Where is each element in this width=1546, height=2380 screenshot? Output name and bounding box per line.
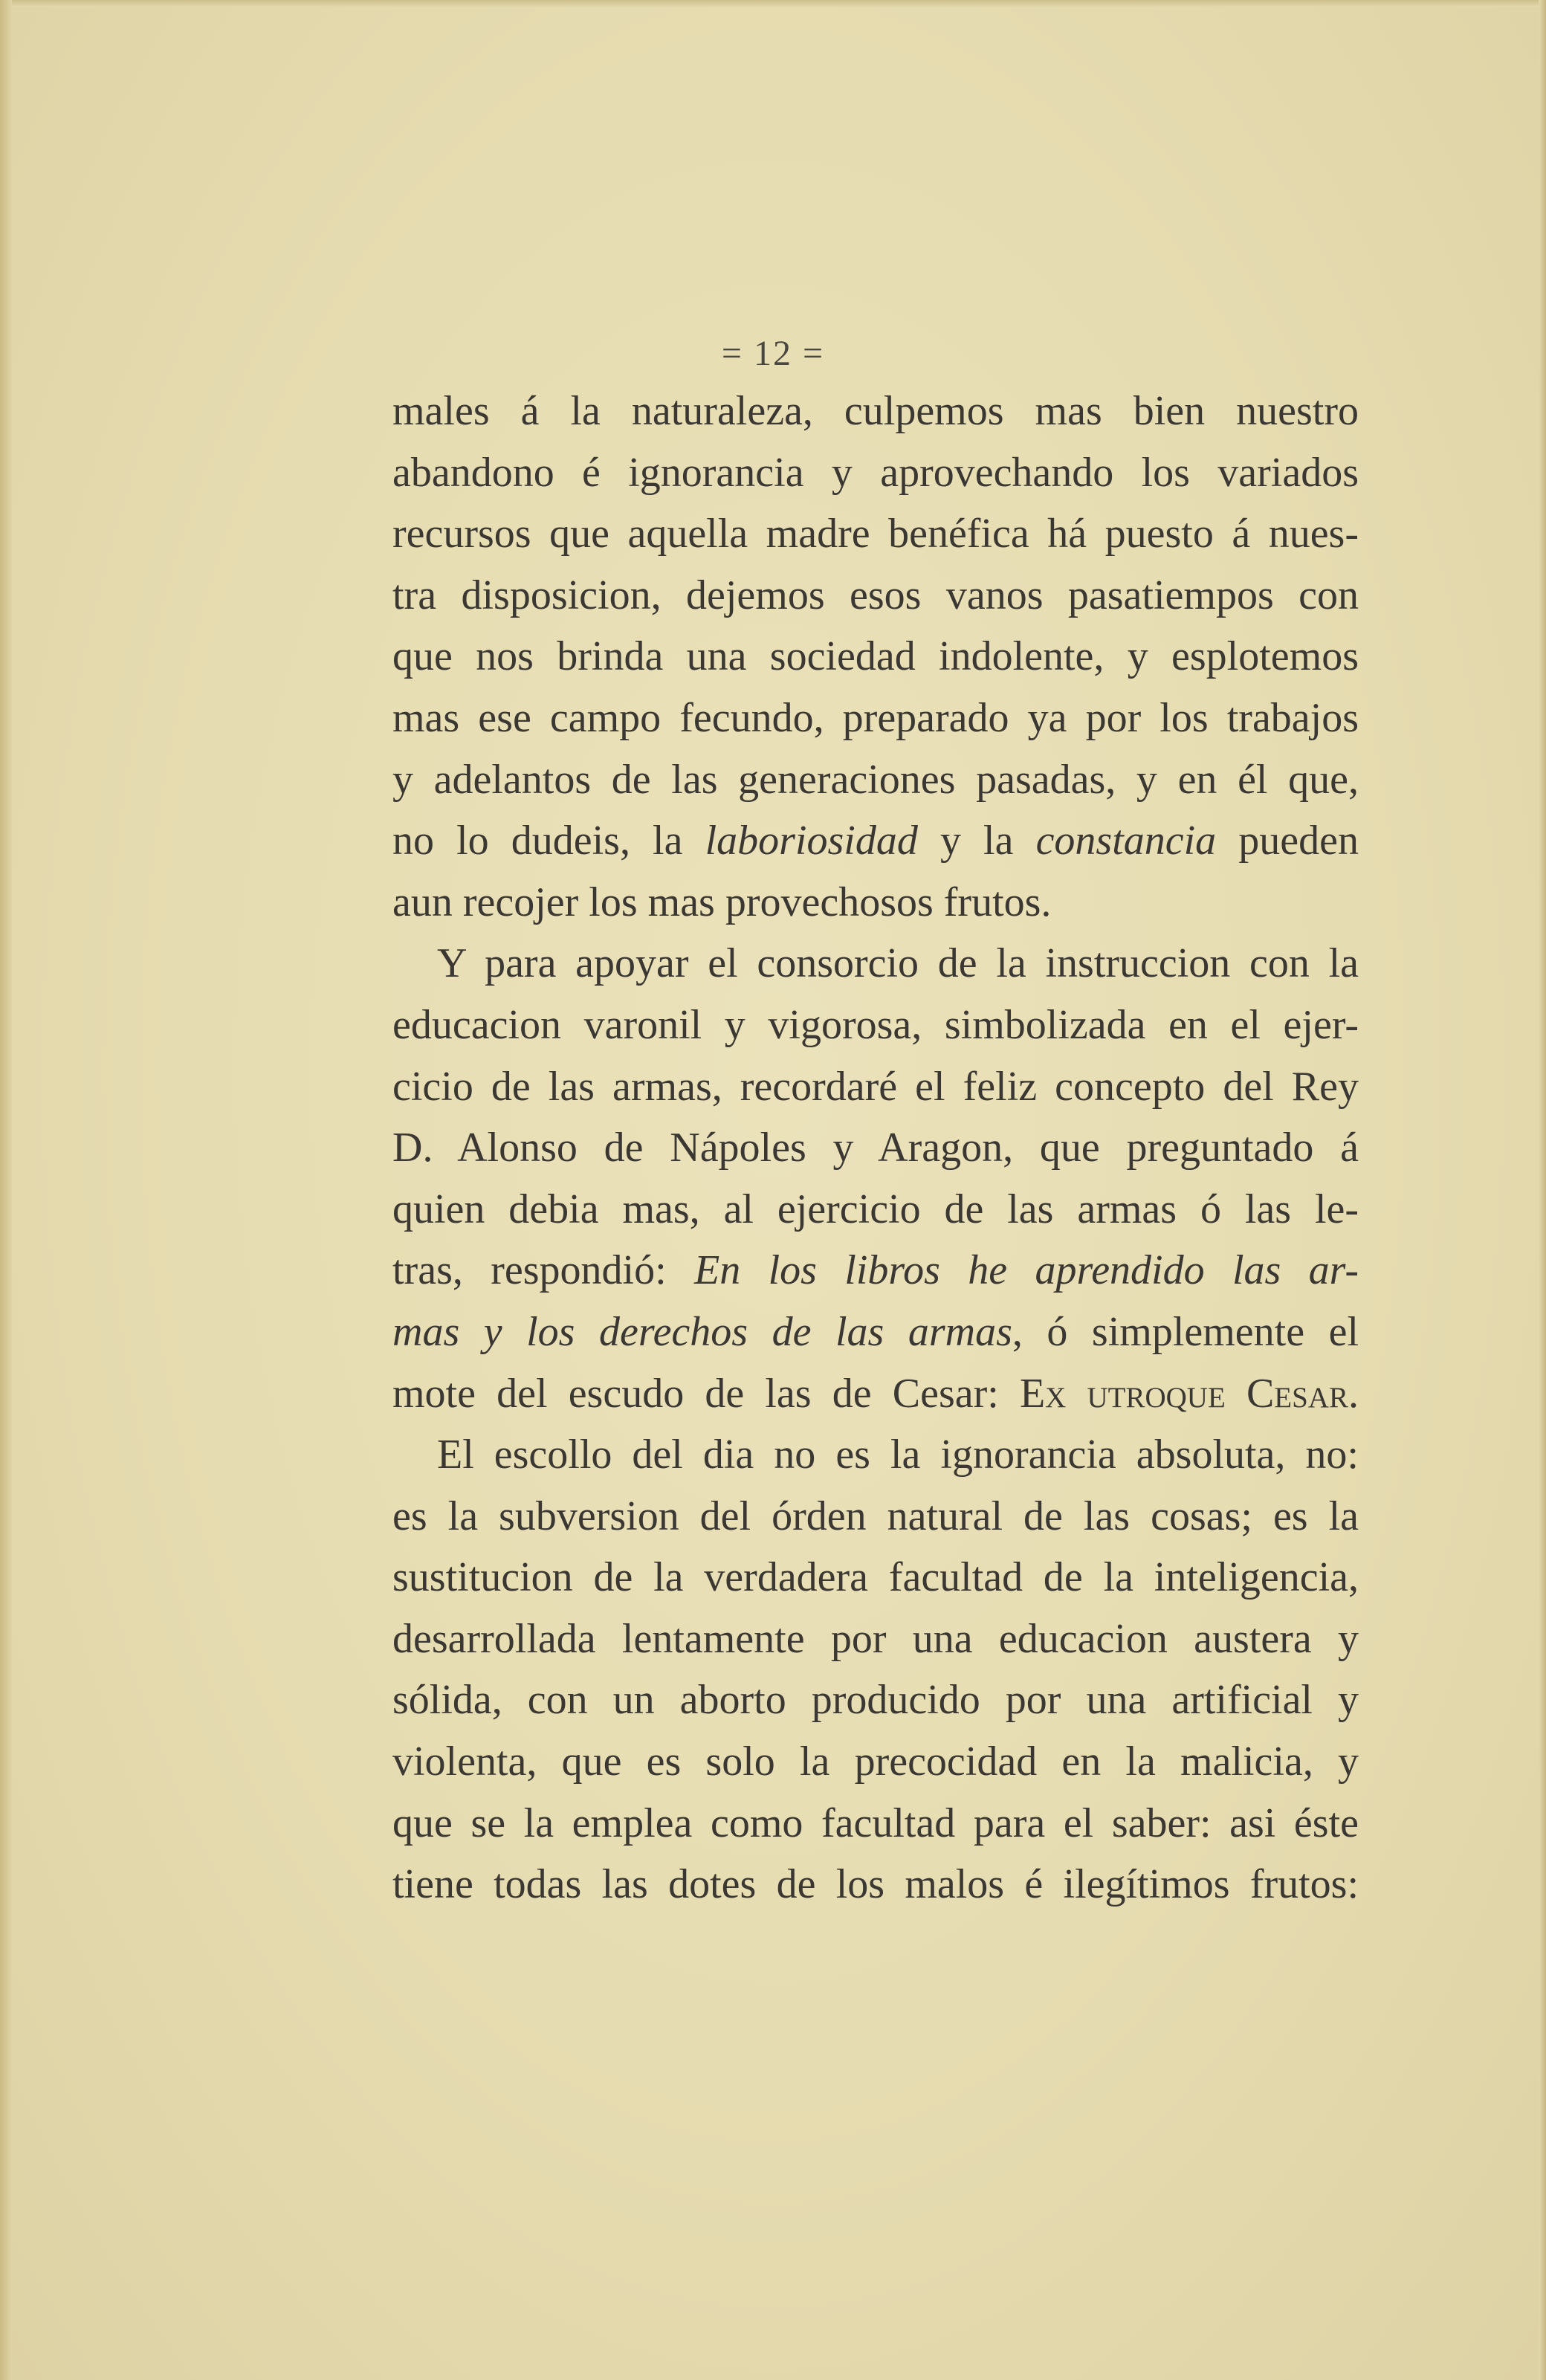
text-line: es la subversion del órden natural de las cosas; es la xyxy=(392,1493,1359,1539)
text-segment: tras, respondió: xyxy=(392,1247,694,1294)
italic-phrase: En los libros he aprendido las ar- xyxy=(694,1247,1359,1294)
italic-phrase: laboriosidad xyxy=(705,818,918,864)
text-line xyxy=(392,1363,1359,1425)
text-segment: mote del escudo de las de Cesar: xyxy=(392,1370,1020,1417)
text-line: quien debia mas, al ejercicio de las armas ó las le- xyxy=(392,1186,1359,1232)
text-line: tiene todas las dotes de los malos é ilegítimos frutos: xyxy=(392,1861,1359,1908)
text-line xyxy=(392,1301,1359,1363)
text-line: sólida, con un aborto producido por una artificial y xyxy=(392,1677,1359,1724)
text-segment: y la xyxy=(917,818,1036,864)
text-segment: pueden xyxy=(1216,818,1359,864)
page-top-edge xyxy=(0,0,1546,7)
text-line: educacion varonil y vigorosa, simbolizada en el ejer- xyxy=(392,1001,1359,1048)
text-line: tra disposicion, dejemos esos vanos pasatiempos con xyxy=(392,572,1359,618)
text-line: cicio de las armas, recordaré el feliz concepto del Rey xyxy=(392,1063,1359,1110)
text-line: abandono é ignorancia y aprovechando los variados xyxy=(392,449,1359,496)
text-line: sustitucion de la verdadera facultad de la inteligencia, xyxy=(392,1554,1359,1601)
text-line: Y para apoyar el consorcio de la instruccion con la xyxy=(437,940,1359,987)
italic-phrase: constancia xyxy=(1035,818,1217,864)
text-line: mas ese campo fecundo, preparado ya por los trabajos xyxy=(392,694,1359,741)
small-caps-phrase: Ex utroque Cesar. xyxy=(1019,1370,1359,1417)
text-line: males á la naturaleza, culpemos mas bien nuestro xyxy=(392,388,1359,434)
text-line: que se la emplea como facultad para el saber: asi éste xyxy=(392,1799,1359,1846)
italic-phrase: mas y los derechos de las armas xyxy=(392,1308,1012,1355)
text-line: D. Alonso de Nápoles y Aragon, que preguntado á xyxy=(392,1125,1359,1171)
text-line: y adelantos de las generaciones pasadas, y en él que, xyxy=(392,756,1359,803)
text-line: que nos brinda una sociedad indolente, y esplotemos xyxy=(392,633,1359,680)
text-line xyxy=(392,810,1359,872)
text-line: desarrollada lentamente por una educacion austera y xyxy=(392,1615,1359,1662)
text-segment: , ó simplemente el xyxy=(1012,1308,1359,1355)
body-text xyxy=(392,381,1359,1915)
text-line: violenta, que es solo la precocidad en la malicia, y xyxy=(392,1739,1359,1785)
text-line: aun recojer los mas provechosos frutos. xyxy=(392,879,1052,925)
text-line: recursos que aquella madre benéfica há puesto á nues- xyxy=(392,511,1359,557)
text-line: El escollo del dia no es la ignorancia absoluta, no: xyxy=(437,1432,1359,1478)
text-line xyxy=(392,1240,1359,1301)
page-number: = 12 = xyxy=(721,334,825,373)
text-segment: no lo dudeis, la xyxy=(392,818,705,864)
